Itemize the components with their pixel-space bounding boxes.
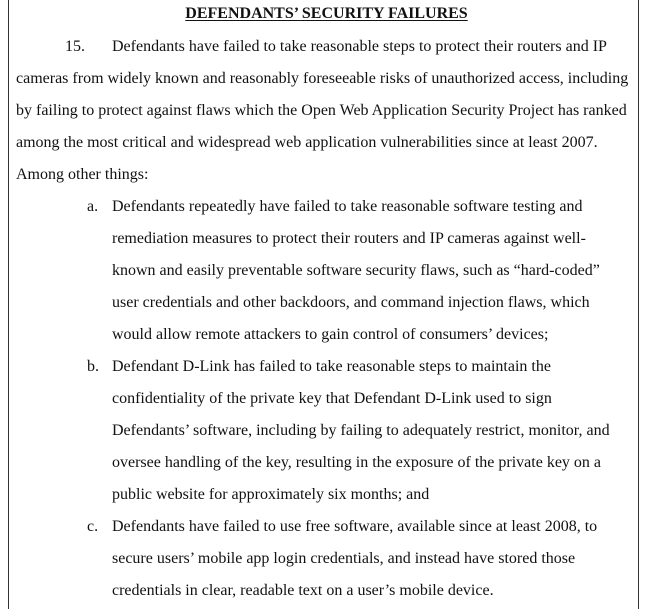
- section-heading: DEFENDANTS’ SECURITY FAILURES: [185, 5, 468, 22]
- item-line: Defendants’ software, including by failing to adequately restrict, monitor, and: [112, 422, 610, 439]
- paragraph-line: among the most critical and widespread web application vulnerabilities since at least 2007.: [16, 134, 598, 151]
- paragraph-line: Defendants have failed to take reasonable steps to protect their routers and IP: [112, 38, 607, 55]
- item-line: would allow remote attackers to gain control of consumers’ devices;: [112, 326, 549, 343]
- item-line: secure users’ mobile app login credentials, and instead have stored those: [112, 550, 576, 567]
- item-line: confidentiality of the private key that Defendant D-Link used to sign: [112, 390, 552, 407]
- item-marker: c.: [87, 518, 99, 535]
- item-line: Defendants repeatedly have failed to take reasonable software testing and: [112, 198, 583, 215]
- paragraph-number: 15.: [65, 38, 85, 55]
- item-line: oversee handling of the key, resulting in the exposure of the private key on a: [112, 454, 602, 471]
- paragraph-line: by failing to protect against flaws which the Open Web Application Security Project has ranked: [16, 102, 627, 119]
- paragraph-line: cameras from widely known and reasonably foreseeable risks of unauthorized access, including: [16, 70, 629, 87]
- item-line: known and easily preventable software security flaws, such as “hard-coded”: [112, 262, 600, 279]
- left-margin-rule: [8, 0, 9, 609]
- right-margin-rule: [638, 0, 639, 609]
- item-marker: a.: [87, 198, 99, 215]
- item-line: credentials in clear, readable text on a user’s mobile device.: [112, 582, 494, 599]
- item-line: Defendants have failed to use free software, available since at least 2008, to: [112, 518, 598, 535]
- paragraph-line: Among other things:: [16, 166, 149, 183]
- item-line: public website for approximately six months; and: [112, 486, 430, 503]
- item-line: remediation measures to protect their routers and IP cameras against well-: [112, 230, 586, 247]
- item-line: Defendant D-Link has failed to take reasonable steps to maintain the: [112, 358, 551, 375]
- item-marker: b.: [87, 358, 99, 375]
- item-line: user credentials and other backdoors, and command injection flaws, which: [112, 294, 590, 311]
